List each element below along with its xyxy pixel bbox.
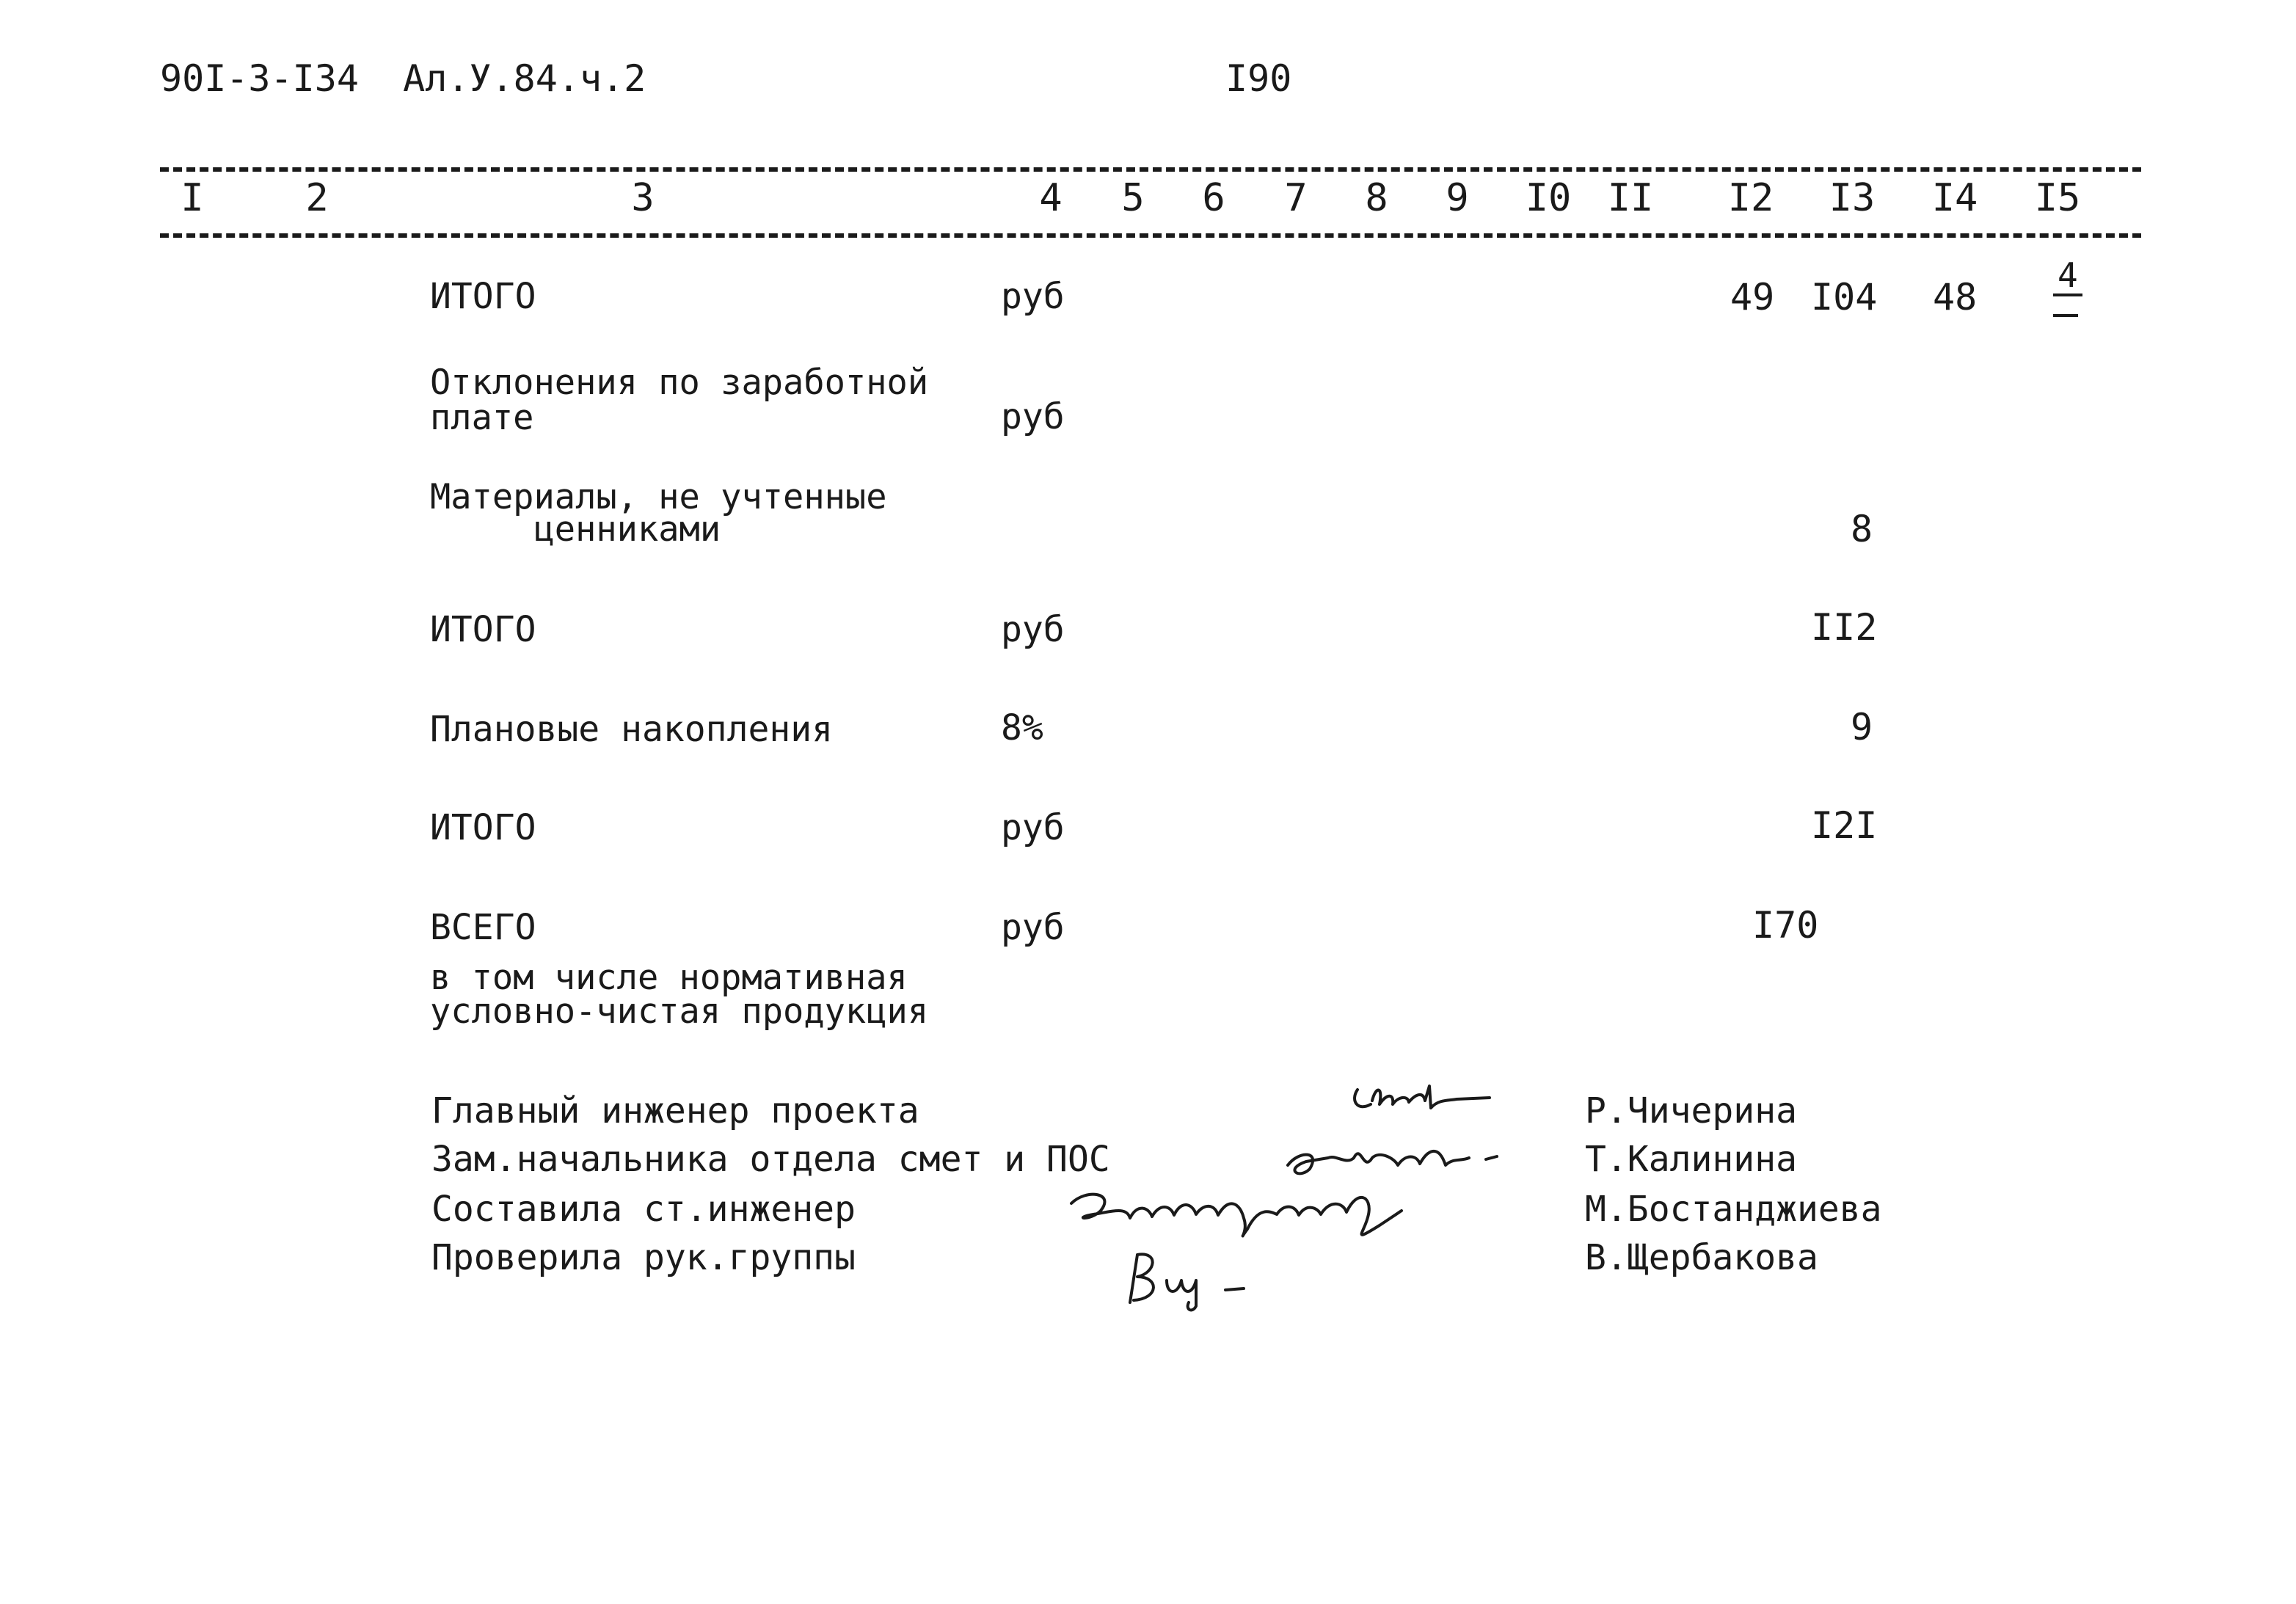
row-label: Материалы, не учтенные ценниками <box>430 477 887 550</box>
row-label: ВСЕГО <box>430 907 536 948</box>
column-header: I2 <box>1727 176 1774 220</box>
signatory-position: Главный инженер проекта <box>431 1090 919 1131</box>
column-header: I4 <box>1931 176 1978 220</box>
cell-col13: II2 <box>1811 606 1878 649</box>
column-header: 2 <box>305 176 329 220</box>
row-unit: руб <box>1001 907 1065 948</box>
signatory-name: Р.Чичерина <box>1585 1090 1797 1131</box>
column-header: I <box>181 176 204 220</box>
column-header: 4 <box>1039 176 1063 220</box>
column-header: 8 <box>1365 176 1388 220</box>
handwritten-signature <box>1343 1071 1504 1130</box>
cell-col13: I2I <box>1811 804 1878 847</box>
column-header: 7 <box>1284 176 1308 220</box>
row-label: в том числе нормативная условно-чистая продукция <box>430 958 929 1032</box>
column-header: II <box>1607 176 1654 220</box>
row-unit: 8% <box>1001 707 1043 748</box>
header-rule-bottom <box>160 233 2141 238</box>
row-label: Отклонения по заработной плате <box>430 362 929 438</box>
signatory-name: Т.Калинина <box>1585 1139 1797 1180</box>
signatory-position: Зам.начальника отдела смет и ПОС <box>431 1139 1110 1180</box>
cell-col12: I70 <box>1752 904 1819 947</box>
row-unit: руб <box>1001 396 1065 437</box>
cell-col13: 9 <box>1851 706 1873 748</box>
signatory-position: Составила ст.инженер <box>431 1189 856 1230</box>
handwritten-signature <box>1115 1240 1262 1313</box>
cell-col12: 49 <box>1730 276 1775 318</box>
row-label: ИТОГО <box>430 609 536 650</box>
double-underline <box>2053 314 2078 317</box>
row-label: ИТОГО <box>430 276 536 317</box>
signatory-name: В.Щербакова <box>1585 1237 1818 1278</box>
column-header: 5 <box>1121 176 1145 220</box>
document-code: 90I-3-I34 Ал.У.84.ч.2 <box>160 57 646 100</box>
cell-col14: 48 <box>1933 276 1978 318</box>
column-header: 6 <box>1202 176 1225 220</box>
signatory-position: Проверила рук.группы <box>431 1237 856 1278</box>
cell-col13: I04 <box>1811 276 1878 318</box>
cell-col15: 4 <box>2053 258 2082 296</box>
column-header: 3 <box>631 176 655 220</box>
column-header: I3 <box>1829 176 1876 220</box>
row-unit: руб <box>1001 807 1065 848</box>
page-number: I90 <box>1225 57 1292 100</box>
header-rule-top <box>160 167 2141 172</box>
row-unit: руб <box>1001 609 1065 650</box>
row-label: Плановые накопления <box>430 709 834 750</box>
column-header: I5 <box>2034 176 2081 220</box>
column-header: 9 <box>1446 176 1469 220</box>
column-header: I0 <box>1525 176 1572 220</box>
signatory-name: М.Бостанджиева <box>1585 1189 1882 1230</box>
row-label: ИТОГО <box>430 807 536 848</box>
cell-col13: 8 <box>1851 508 1873 550</box>
row-unit: руб <box>1001 276 1065 317</box>
